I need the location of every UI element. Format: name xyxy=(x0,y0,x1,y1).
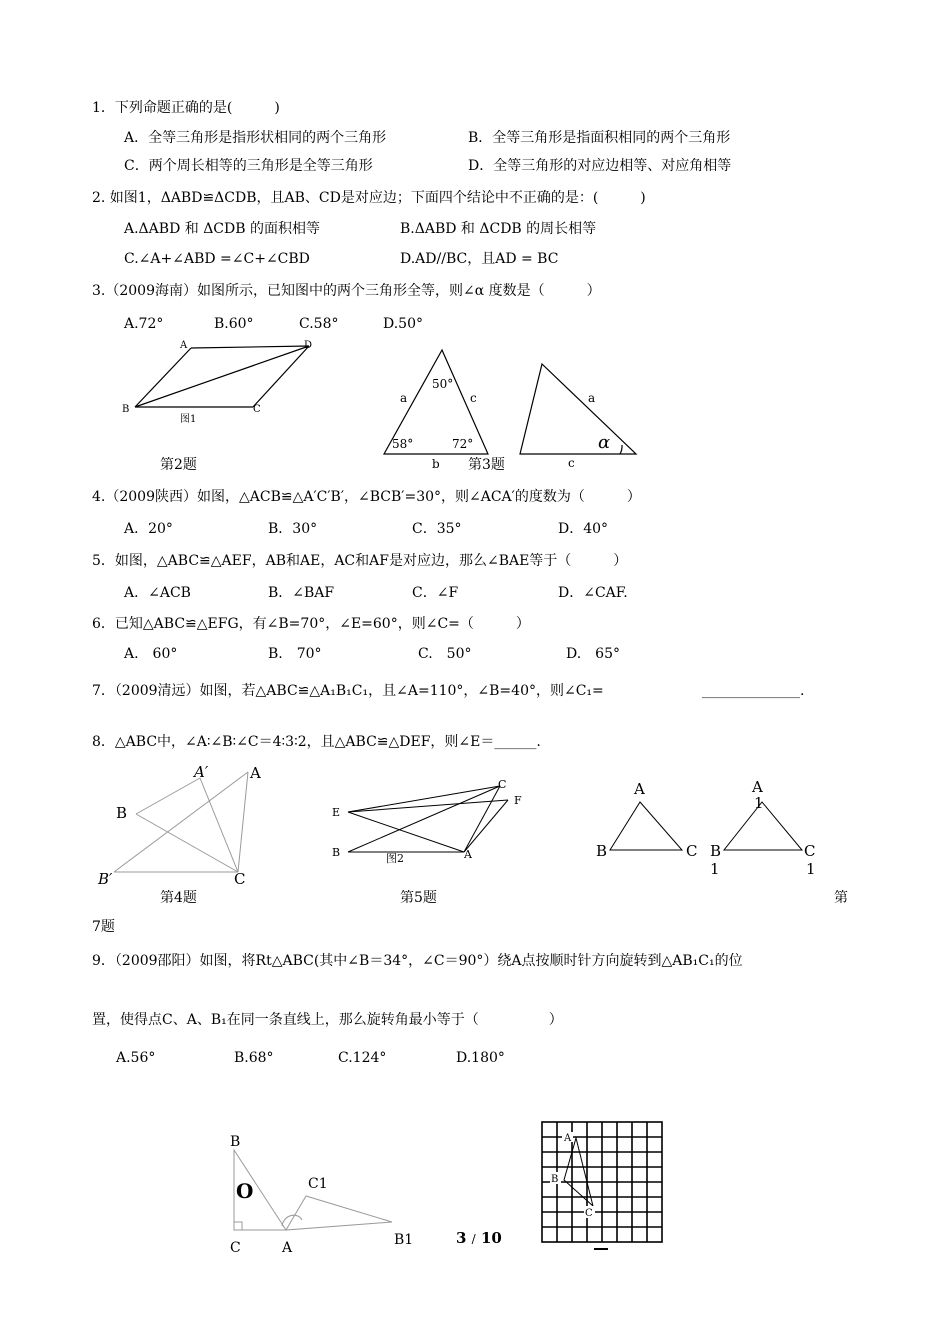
fig5-label-c: C xyxy=(498,778,507,791)
caption-q7-part2: 7题 xyxy=(92,919,115,935)
page-current: 3 xyxy=(456,1229,467,1247)
q2-stem: 2. 如图1，ΔABD≌ΔCDB，且AB、CD是对应边；下面四个结论中不正确的是：( ) xyxy=(92,190,646,206)
caption-q4: 第4题 xyxy=(160,890,197,906)
fig7b-label-a-sub: 1 xyxy=(754,794,764,812)
q2-option-b: B.ΔABD 和 ΔCDB 的周长相等 xyxy=(400,221,597,237)
q9-stem-line2: 置，使得点C、A、B₁在同一条直线上，那么旋转角最小等于（ ） xyxy=(92,1012,563,1028)
fig7b-label-c-sub: 1 xyxy=(806,860,816,878)
caption-q3: 第3题 xyxy=(468,457,505,473)
fig9-label-b1: B1 xyxy=(394,1232,414,1248)
fig4-label-a: A xyxy=(250,764,261,782)
q5-option-b: B．∠BAF xyxy=(268,585,335,601)
figure-4-rotated-triangles xyxy=(92,760,282,888)
q1-stem: 1．下列命题正确的是( ) xyxy=(92,100,280,116)
fig1-label-b: B xyxy=(122,404,130,415)
fig1-label-d: D xyxy=(304,340,313,351)
fig1-caption: 图1 xyxy=(180,414,197,425)
q2-option-d: D.AD//BC，且AD = BC xyxy=(400,251,559,267)
fig3a-side-a: a xyxy=(400,391,408,405)
fig4-label-b: B xyxy=(116,804,128,822)
q2-option-c: C.∠A+∠ABD =∠C+∠CBD xyxy=(124,251,310,267)
q6-option-b: B. 70° xyxy=(268,646,322,662)
fig7a-label-c: C xyxy=(686,842,698,860)
q1-option-b: B．全等三角形是指面积相同的两个三角形 xyxy=(468,130,731,146)
q5-option-d: D．∠CAF. xyxy=(558,585,628,601)
figure-7-triangle-a1b1c1 xyxy=(704,776,834,886)
fig7a-label-a: A xyxy=(634,780,645,798)
grid-label-a: A xyxy=(564,1133,572,1144)
fig5-label-f: F xyxy=(514,794,522,807)
q9-option-c: C.124° xyxy=(338,1050,387,1066)
q6-option-a: A. 60° xyxy=(124,646,178,662)
caption-q7-part1: 第 xyxy=(834,890,848,906)
q4-option-d: D．40° xyxy=(558,521,609,537)
q8-stem: 8．△ABC中，∠A∶∠B∶∠C＝4∶3∶2，且△ABC≌△DEF，则∠E＝______. xyxy=(92,734,541,750)
fig3a-angle-right: 72° xyxy=(452,437,474,451)
q6-option-d: D. 65° xyxy=(566,646,620,662)
fig3b-alpha: α xyxy=(598,432,611,453)
fig9-label-a: A xyxy=(282,1240,293,1256)
q7-answer-blank: ______________. xyxy=(702,683,805,699)
fig4-label-c: C xyxy=(234,870,246,888)
page-number xyxy=(456,1229,502,1248)
q4-option-a: A．20° xyxy=(124,521,173,537)
q3-option-c: C.58° xyxy=(299,316,339,332)
stray-mark xyxy=(594,1248,608,1250)
fig7b-label-a: A xyxy=(752,778,763,796)
fig4-label-a-prime: A′ xyxy=(194,763,209,781)
q3-option-b: B.60° xyxy=(214,316,254,332)
fig5-label-e: E xyxy=(332,806,341,819)
fig5-caption: 图2 xyxy=(386,852,404,865)
q9-option-b: B.68° xyxy=(234,1050,274,1066)
caption-q2: 第2题 xyxy=(160,457,197,473)
fig9-label-o: O xyxy=(236,1179,254,1203)
fig9-label-c: C xyxy=(230,1240,241,1256)
fig3a-side-b: b xyxy=(432,457,440,471)
fig4-label-b-prime: B′ xyxy=(98,870,113,888)
figure-9-rotation xyxy=(222,1130,422,1260)
fig9-label-c1: C1 xyxy=(308,1176,328,1192)
q2-option-a: A.ΔABD 和 ΔCDB 的面积相等 xyxy=(124,221,320,237)
figure-5-crossing-triangles xyxy=(328,776,538,866)
q5-stem: 5．如图，△ABC≌△AEF，AB和AE，AC和AF是对应边，那么∠BAE等于（ ） xyxy=(92,553,628,569)
q4-option-b: B．30° xyxy=(268,521,318,537)
q1-option-a: A．全等三角形是指形状相同的两个三角形 xyxy=(124,130,387,146)
q1-option-d: D．全等三角形的对应边相等、对应角相等 xyxy=(468,158,732,174)
fig7b-label-b: B xyxy=(710,842,722,860)
page-separator: / xyxy=(471,1232,476,1246)
fig5-label-a: A xyxy=(464,848,472,861)
fig1-label-c: C xyxy=(253,404,261,415)
q3-option-a: A.72° xyxy=(124,316,164,332)
fig3a-angle-left: 58° xyxy=(392,437,414,451)
fig7b-label-b-sub: 1 xyxy=(710,860,720,878)
q9-option-a: A.56° xyxy=(116,1050,156,1066)
grid-label-c: C xyxy=(585,1208,593,1219)
fig3b-side-c: c xyxy=(568,456,575,468)
fig3a-angle-top: 50° xyxy=(432,377,454,391)
caption-q5: 第5题 xyxy=(400,890,437,906)
fig7a-label-b: B xyxy=(596,842,608,860)
figure-grid xyxy=(538,1118,668,1248)
figure-1-parallelogram xyxy=(112,332,332,432)
fig3a-side-c: c xyxy=(470,391,477,405)
q9-stem-line1: 9．（2009邵阳）如图，将Rt△ABC(其中∠B＝34°，∠C＝90°）绕A点按顺时针方向旋转到△AB₁C₁的位 xyxy=(92,953,743,969)
fig7b-label-c: C xyxy=(804,842,816,860)
fig3b-side-a: a xyxy=(588,391,596,405)
q5-option-c: C．∠F xyxy=(412,585,459,601)
q3-stem: 3.（2009海南）如图所示，已知图中的两个三角形全等，则∠α 度数是（ ） xyxy=(92,283,601,299)
fig1-label-a: A xyxy=(180,340,188,351)
q4-stem: 4.（2009陕西）如图，△ACB≌△A′C′B′，∠BCB′=30°，则∠ACA′的度数为（ ） xyxy=(92,489,641,505)
q5-option-a: A．∠ACB xyxy=(124,585,191,601)
q7-stem: 7．（2009清远）如图，若△ABC≌△A₁B₁C₁，且∠A=110°，∠B=40°，则∠C₁= xyxy=(92,683,604,699)
figure-7-triangle-abc xyxy=(592,776,712,866)
fig9-label-b: B xyxy=(230,1134,241,1150)
q3-option-d: D.50° xyxy=(383,316,423,332)
q6-stem: 6．已知△ABC≌△EFG，有∠B=70°，∠E=60°，则∠C=（ ） xyxy=(92,616,530,632)
page-total: 10 xyxy=(480,1229,502,1247)
q9-option-d: D.180° xyxy=(456,1050,505,1066)
fig5-label-b: B xyxy=(332,846,341,859)
q4-option-c: C．35° xyxy=(412,521,462,537)
figure-3-triangle-right xyxy=(512,356,642,468)
q1-option-c: C．两个周长相等的三角形是全等三角形 xyxy=(124,158,373,174)
q6-option-c: C. 50° xyxy=(418,646,472,662)
grid-label-b: B xyxy=(551,1174,559,1185)
